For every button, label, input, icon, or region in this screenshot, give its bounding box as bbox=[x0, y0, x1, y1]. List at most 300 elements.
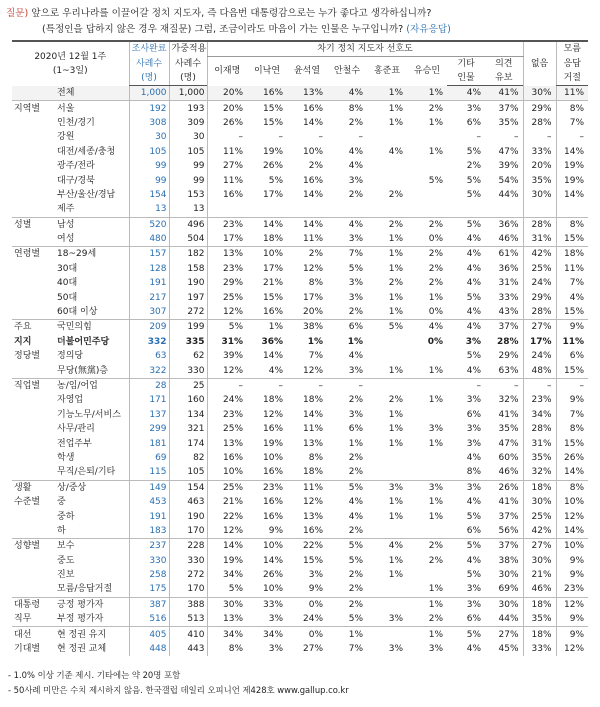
value-cell: 2% bbox=[407, 247, 447, 262]
weighted-count-cell: 82 bbox=[169, 451, 207, 465]
value-cell: 1% bbox=[367, 86, 407, 101]
cand-3: 윤석열 bbox=[287, 57, 327, 86]
value-cell bbox=[367, 465, 407, 480]
done-count-cell: 63 bbox=[129, 349, 169, 363]
value-cell: 15% bbox=[556, 232, 588, 247]
table-row bbox=[12, 349, 588, 363]
value-cell: – bbox=[556, 378, 588, 393]
value-cell: 6% bbox=[556, 349, 588, 363]
value-cell: 2% bbox=[466, 161, 482, 172]
value-cell: 3% bbox=[466, 395, 482, 406]
weighted-count-cell: 158 bbox=[169, 262, 207, 276]
done-count-cell: 330 bbox=[129, 554, 169, 568]
value-cell: 7% bbox=[556, 408, 588, 422]
value-cell: 23% bbox=[207, 217, 247, 232]
value-cell: 1% bbox=[428, 438, 444, 449]
value-cell: 0% bbox=[428, 234, 444, 245]
value-cell: 27% bbox=[523, 539, 556, 554]
value-cell: 1% bbox=[428, 146, 444, 157]
value-cell: 4% bbox=[348, 146, 364, 157]
value-cell: 16% bbox=[303, 525, 324, 536]
cand-1: 이재명 bbox=[207, 57, 247, 86]
table-row bbox=[12, 173, 588, 187]
table-row bbox=[12, 290, 588, 304]
value-cell: 1% bbox=[388, 365, 404, 376]
value-cell: 15% bbox=[303, 555, 324, 566]
value-cell: 9% bbox=[268, 525, 284, 536]
value-cell: 23% bbox=[556, 582, 588, 597]
value-cell bbox=[367, 159, 407, 173]
value-cell: 28% bbox=[523, 217, 556, 232]
row-subgroup-label: 60대 이상 bbox=[57, 307, 98, 318]
footnotes bbox=[8, 668, 349, 698]
value-cell: 21% bbox=[523, 568, 556, 582]
table-row bbox=[12, 480, 588, 495]
value-cell: 14% bbox=[207, 539, 247, 554]
value-cell: 15% bbox=[263, 292, 284, 303]
value-cell bbox=[367, 130, 407, 144]
value-cell: 5% bbox=[447, 217, 485, 232]
value-cell: 19% bbox=[207, 554, 247, 568]
value-cell: 29% bbox=[523, 101, 556, 116]
value-cell: 3% bbox=[428, 424, 444, 435]
done-count-cell: 307 bbox=[129, 305, 169, 320]
row-subgroup-label: 강원 bbox=[57, 132, 75, 143]
value-cell: – bbox=[447, 378, 485, 393]
row-group-label bbox=[12, 202, 53, 217]
value-cell: 5% bbox=[207, 582, 247, 597]
value-cell: 5% bbox=[466, 292, 482, 303]
value-cell: 4% bbox=[466, 497, 482, 508]
value-cell: 4% bbox=[447, 320, 485, 335]
table-row bbox=[12, 465, 588, 480]
value-cell: 0% bbox=[428, 307, 444, 318]
value-cell: 5% bbox=[367, 320, 407, 335]
value-cell bbox=[523, 202, 556, 217]
table-row bbox=[12, 247, 588, 262]
row-subgroup-label: 모름/응답거절 bbox=[57, 584, 113, 595]
value-cell: 9% bbox=[556, 627, 588, 642]
weighted-count-cell: 190 bbox=[169, 509, 207, 523]
value-cell: 31% bbox=[523, 436, 556, 450]
value-cell: 29% bbox=[207, 276, 247, 290]
value-cell: – bbox=[207, 130, 247, 144]
value-cell: 25% bbox=[207, 290, 247, 304]
value-cell: 10% bbox=[247, 539, 287, 554]
value-cell: 14% bbox=[303, 189, 324, 200]
value-cell: 3% bbox=[466, 584, 482, 595]
table-row bbox=[12, 451, 588, 465]
weighted-count-cell: 309 bbox=[169, 116, 207, 130]
value-cell: 1% bbox=[388, 497, 404, 508]
row-subgroup-label: 하 bbox=[57, 525, 66, 536]
period-header: 2020년 12월 1주 (1~3일) bbox=[12, 41, 129, 86]
value-cell: 13% bbox=[287, 86, 327, 101]
value-cell: 4% bbox=[327, 217, 367, 232]
weighted-count-cell: 410 bbox=[169, 627, 207, 642]
value-cell: 15% bbox=[556, 436, 588, 450]
value-cell: 18% bbox=[523, 597, 556, 612]
done-count-cell: 149 bbox=[129, 480, 169, 495]
value-cell: 1% bbox=[388, 409, 404, 420]
value-cell: 0% bbox=[287, 627, 327, 642]
table-row bbox=[12, 305, 588, 320]
table-row bbox=[12, 217, 588, 232]
table-row bbox=[12, 612, 588, 627]
value-cell: 28% bbox=[523, 422, 556, 436]
value-cell: 3% bbox=[428, 644, 444, 655]
table-row bbox=[12, 509, 588, 523]
value-cell: 2% bbox=[327, 597, 367, 612]
value-cell: 17% bbox=[263, 263, 284, 274]
value-cell: 5% bbox=[466, 570, 482, 581]
done-count-cell: 69 bbox=[129, 451, 169, 465]
row-group-label bbox=[12, 290, 53, 304]
row-group-label bbox=[12, 276, 53, 290]
value-cell: 9% bbox=[556, 568, 588, 582]
row-group-label bbox=[12, 393, 53, 407]
value-cell: 11% bbox=[207, 145, 247, 159]
done-count-cell: 13 bbox=[129, 202, 169, 217]
table-row bbox=[12, 393, 588, 407]
value-cell: 26% bbox=[263, 570, 284, 581]
row-subgroup-label: 농/임/어업 bbox=[53, 378, 129, 393]
done-count-cell: 99 bbox=[129, 173, 169, 187]
value-cell: 2% bbox=[407, 539, 447, 554]
value-cell: 2% bbox=[388, 189, 404, 200]
value-cell: 3% bbox=[308, 570, 324, 581]
value-cell: 28% bbox=[497, 336, 519, 347]
value-cell: 47% bbox=[498, 438, 519, 449]
value-cell: 25% bbox=[523, 262, 556, 276]
value-cell: – bbox=[485, 378, 523, 393]
value-cell: 8% bbox=[466, 467, 482, 478]
row-group-label: 성별 bbox=[12, 217, 53, 232]
value-cell: 5% bbox=[327, 539, 367, 554]
weighted-count-cell: 193 bbox=[169, 101, 207, 116]
value-cell: 14% bbox=[556, 465, 588, 480]
value-cell bbox=[407, 130, 447, 144]
question-tag: (자유응답) bbox=[406, 24, 451, 35]
value-cell: 14% bbox=[263, 351, 284, 362]
value-cell: 8% bbox=[556, 217, 588, 232]
done-count-cell: 128 bbox=[129, 262, 169, 276]
value-cell: 12% bbox=[556, 597, 588, 612]
row-subgroup-label: 40대 bbox=[57, 278, 78, 289]
row-subgroup-label: 사무/관리 bbox=[57, 424, 95, 435]
value-cell: 8% bbox=[308, 452, 324, 463]
table-row bbox=[12, 335, 588, 349]
value-cell: 14% bbox=[247, 217, 287, 232]
value-cell: 30% bbox=[523, 188, 556, 202]
table-row bbox=[12, 524, 588, 539]
table-row bbox=[12, 642, 588, 656]
row-group-label: 성향별 bbox=[12, 539, 53, 554]
value-cell: 19% bbox=[556, 159, 588, 173]
value-cell bbox=[407, 568, 447, 582]
value-cell: 42% bbox=[523, 524, 556, 539]
row-subgroup-label: 더불어민주당 bbox=[57, 336, 110, 347]
row-subgroup-label: 정의당 bbox=[57, 351, 84, 362]
row-group-label bbox=[12, 305, 53, 320]
done-count-cell: 191 bbox=[129, 276, 169, 290]
row-group-label bbox=[12, 188, 53, 202]
done-count-cell: 387 bbox=[129, 597, 169, 612]
row-subgroup-label: 남성 bbox=[53, 217, 129, 232]
value-cell bbox=[367, 524, 407, 539]
value-cell: 33% bbox=[523, 642, 556, 656]
value-cell: 28% bbox=[523, 116, 556, 130]
value-cell: 1% bbox=[428, 511, 444, 522]
value-cell: 35% bbox=[523, 173, 556, 187]
value-cell: 3% bbox=[268, 614, 284, 625]
value-cell: 4% bbox=[466, 234, 482, 245]
row-subgroup-label: 인천/경기 bbox=[57, 117, 95, 128]
value-cell: 4% bbox=[327, 86, 367, 101]
value-cell: 30% bbox=[207, 597, 247, 612]
table-row bbox=[12, 495, 588, 509]
survey-table: 2020년 12월 1주 (1~3일) 조사완료 가중적용 차기 정치 지도자 선호도 없음 모름 사례수 사례수 이재명 이낙연 윤석열 안철수 홍준표 유승민 기타 의견 응답 (명) (명) 인물 유보 거절 전체 1,000 1,000 20% 16% 13% 4% 1% 1% 4% 41% 30% 11% 지역별 서울 192 193 20% 15% 16% 8% 1% 2% 3% 37% 29% 8% 인천/경기 308 309 26% 15% 14% 2% 1% 1% 6% 35% 28% 7% 강원 30 30 – – – – – – – – 대전/세종/충청 105 105 11% 19% 10% 4% 4% 1% 5% 47% 33% 14% 광주/전라 99 99 27% 26% 2% 4% 2% 39% 20% 19% 대구/경북 99 99 11% 5% 16% 3% 5% 5% 54% 35% 19% 부산/울산/경남 154 153 16% 17% 14% 2% 2% 5% 44% 30% 14% 제주 13 13 성별 남성 520 496 23% 14% 14% 4% 2% 2% 5% 36% 28% 8% 여성 480 504 17% 18% 11% 3% 1% 0% 4% 46% 31% 15% 연령별 18~29세 157 182 13% 10% 2% 7% 1% 2% 4% 61% 42% 18% 30대 128 158 23% 17% 12% 5% 1% 2% 4% 36% 25% 11% 40대 191 190 29% 21% 8% 3% 2% 2% 4% 31% 24% 7% 50대 217 197 25% 15% 17% 3% 1% 1% 5% 33% 29% 4% 60대 이상 307 272 12% 16% 20% 2% 1% 0% 4% 43% 28% 15% 주요 국민의힘 209 199 5% 1% 38% 6% 5% 4% 4% 37% 27% 9% 지지 더불어민주당 332 335 31% 36% 1% 1% 0% 3% 28% 17% 11% 정당별 정의당 63 62 39% 14% 7% 4% 5% 29% 24% 6% 무당(無黨)층 322 330 12% 4% 12% 3% 1% 1% 4% 63% 48% 15% 직업별 농/임/어업 28 25 – – – – – – – – 자영업 171 160 24% 18% 18% 2% 2% 1% 3% 32% 23% 9% 기능노무/서비스 137 134 23% 12% 14% 3% 1% 6% 41% 34% 7% 사무/관리 299 321 25% 16% 11% 6% 1% 3% 3% 35% 28% 8% 전업주부 181 174 13% 19% 13% 1% 1% 1% 3% 47% 31% 15% 학생 69 82 16% 10% 8% 2% 4% 60% 35% 26% 무직/은퇴/기타 115 105 10% 16% 18% 2% 8% 46% 32% 14% 생활 상/중상 149 154 25% 23% 11% 5% 3% 3% 3% 26% 18% 8% 수준별 중 453 463 21% 16% 12% 4% 1% 1% 4% 41% 30% 10% 중하 191 190 22% 16% 13% 4% 1% 1% 5% 37% 25% 12% 하 183 170 12% 9% 16% 2% 6% 56% 42% 14% 성향별 보수 237 228 14% 10% 22% 5% 4% 2% 5% 37% 27% 10% 중도 330 330 19% 14% 15% 5% 1% 2% 4% 38% 30% 9% 진보 258 272 34% 26% 3% 2% 1% 5% 30% 21% 9% 모름/응답거절 175 170 5% 10% 9% 2% 1% 3% 69% 46% 23% 대통령 긍정 평가자 387 388 30% 33% 0% 2% 1% 3% 30% 18% 12% 직무 부정 평가자 516 513 13% 3% 24% 5% 3% 2% 6% 44% 35% 9% 대선 현 정권 유지 405 410 34% 34% 0% 1% 1% 5% 27% 18% 9% 기대별 현 정권 교체 448 443 8% 3% 27% 7% 3% 3% 4% 45% 33% 12% bbox=[12, 40, 588, 656]
row-subgroup-label: 현 정권 교체 bbox=[57, 644, 107, 655]
row-group-label bbox=[12, 130, 53, 144]
value-cell bbox=[407, 465, 447, 480]
value-cell: 1% bbox=[388, 307, 404, 318]
row-subgroup-label: 자영업 bbox=[57, 395, 84, 406]
value-cell: 12% bbox=[303, 497, 324, 508]
value-cell: 31% bbox=[207, 335, 247, 349]
value-cell: 30% bbox=[498, 570, 519, 581]
value-cell: 0% bbox=[287, 597, 327, 612]
weighted-count-cell: 272 bbox=[169, 568, 207, 582]
row-group-label: 지지 bbox=[14, 336, 32, 347]
value-cell: 10% bbox=[263, 584, 284, 595]
value-cell: 15% bbox=[556, 363, 588, 378]
value-cell: 18% bbox=[263, 234, 284, 245]
value-cell: 4% bbox=[447, 247, 485, 262]
value-cell: 10% bbox=[207, 465, 247, 480]
value-cell: 35% bbox=[498, 424, 519, 435]
row-group-label bbox=[12, 509, 53, 523]
row-subgroup-label: 30대 bbox=[57, 263, 78, 274]
value-cell: 46% bbox=[498, 234, 519, 245]
value-cell: 8% bbox=[207, 642, 247, 656]
question-label: 질문) bbox=[6, 8, 29, 19]
value-cell: 2% bbox=[348, 307, 364, 318]
value-cell: 9% bbox=[556, 554, 588, 568]
value-cell: 1% bbox=[348, 438, 364, 449]
value-cell bbox=[407, 524, 447, 539]
value-cell: 44% bbox=[498, 614, 519, 625]
value-cell: 24% bbox=[523, 349, 556, 363]
value-cell: 60% bbox=[498, 452, 519, 463]
value-cell: 39% bbox=[207, 349, 247, 363]
value-cell: 12% bbox=[556, 642, 588, 656]
value-cell bbox=[407, 202, 447, 217]
value-cell: 31% bbox=[498, 278, 519, 289]
value-cell: 7% bbox=[556, 276, 588, 290]
row-group-label bbox=[12, 408, 53, 422]
value-cell: – bbox=[358, 132, 364, 143]
row-subgroup-label: 학생 bbox=[57, 452, 75, 463]
row-group-label: 대통령 bbox=[12, 597, 53, 612]
value-cell bbox=[407, 349, 447, 363]
value-cell: 1% bbox=[428, 395, 444, 406]
value-cell: 11% bbox=[303, 424, 324, 435]
row-group-label bbox=[12, 363, 53, 378]
value-cell: 16% bbox=[207, 451, 247, 465]
done-count-cell: 209 bbox=[129, 320, 169, 335]
value-cell: 29% bbox=[498, 351, 519, 362]
value-cell: 7% bbox=[348, 644, 364, 655]
value-cell: – bbox=[247, 378, 287, 393]
row-group-label bbox=[12, 116, 53, 130]
value-cell: 1% bbox=[327, 627, 367, 642]
value-cell: 0% bbox=[427, 336, 444, 347]
weighted-count-cell: 154 bbox=[169, 480, 207, 495]
value-cell: 16% bbox=[287, 101, 327, 116]
row-group-label bbox=[12, 86, 53, 101]
done-count-cell: 28 bbox=[129, 378, 169, 393]
done-count-cell: 157 bbox=[129, 247, 169, 262]
weighted-count-cell: 1,000 bbox=[169, 86, 207, 101]
value-cell: 1% bbox=[388, 292, 404, 303]
value-cell: 16% bbox=[263, 307, 284, 318]
value-cell: 20% bbox=[207, 86, 247, 101]
value-cell: 19% bbox=[556, 173, 588, 187]
done-count-cell: 1,000 bbox=[129, 86, 169, 101]
value-cell: 23% bbox=[247, 480, 287, 495]
value-cell: 56% bbox=[498, 525, 519, 536]
cand-2: 이낙연 bbox=[247, 57, 287, 86]
value-cell: 2% bbox=[367, 217, 407, 232]
weighted-count-cell: 174 bbox=[169, 436, 207, 450]
value-cell bbox=[447, 202, 485, 217]
value-cell bbox=[407, 188, 447, 202]
table-row bbox=[12, 554, 588, 568]
row-subgroup-label: 중하 bbox=[57, 511, 75, 522]
value-cell: 22% bbox=[207, 509, 247, 523]
value-cell: 27% bbox=[207, 159, 247, 173]
done-count-cell: 516 bbox=[129, 612, 169, 627]
weighted-count-cell: 170 bbox=[169, 582, 207, 597]
value-cell: – bbox=[287, 378, 327, 393]
value-cell: 4% bbox=[466, 278, 482, 289]
table-row bbox=[12, 232, 588, 247]
row-group-label bbox=[12, 465, 53, 480]
value-cell: 10% bbox=[263, 452, 284, 463]
row-subgroup-label: 서울 bbox=[53, 101, 129, 116]
value-cell: 18% bbox=[523, 627, 556, 642]
value-cell: 3% bbox=[466, 438, 482, 449]
done-count-cell: 480 bbox=[129, 232, 169, 247]
value-cell: 10% bbox=[556, 495, 588, 509]
value-cell: 36% bbox=[261, 336, 284, 347]
row-subgroup-label: 중도 bbox=[57, 555, 75, 566]
value-cell: 1% bbox=[388, 570, 404, 581]
value-cell bbox=[367, 597, 407, 612]
value-cell: 45% bbox=[498, 644, 519, 655]
value-cell: 15% bbox=[247, 101, 287, 116]
done-count-cell: 332 bbox=[129, 335, 169, 349]
value-cell: 1% bbox=[388, 117, 404, 128]
value-cell: 4% bbox=[348, 351, 364, 362]
value-cell: 18% bbox=[303, 395, 324, 406]
value-cell: 3% bbox=[348, 292, 364, 303]
value-cell: 9% bbox=[556, 393, 588, 407]
value-cell: 3% bbox=[466, 424, 482, 435]
value-cell: 12% bbox=[207, 305, 247, 320]
value-cell: 12% bbox=[207, 524, 247, 539]
row-subgroup-label: 국민의힘 bbox=[53, 320, 129, 335]
value-cell: 3% bbox=[367, 480, 407, 495]
value-cell: 18% bbox=[523, 480, 556, 495]
done-count-cell: 448 bbox=[129, 642, 169, 656]
value-cell: 17% bbox=[303, 292, 324, 303]
value-cell: 12% bbox=[207, 363, 247, 378]
value-cell: 3% bbox=[348, 175, 364, 186]
value-cell: 34% bbox=[207, 627, 247, 642]
weighted-count-cell: 182 bbox=[169, 247, 207, 262]
row-subgroup-label: 부산/울산/경남 bbox=[57, 189, 116, 200]
value-cell: 16% bbox=[303, 175, 324, 186]
value-cell: 10% bbox=[556, 539, 588, 554]
value-cell: 3% bbox=[447, 597, 485, 612]
value-cell: 1% bbox=[388, 438, 404, 449]
value-cell: 27% bbox=[303, 644, 324, 655]
value-cell: 32% bbox=[498, 395, 519, 406]
done-count-cell: 175 bbox=[129, 582, 169, 597]
value-cell: 5% bbox=[348, 555, 364, 566]
value-cell: – bbox=[318, 132, 324, 143]
weighted-count-cell: 463 bbox=[169, 495, 207, 509]
value-cell: 33% bbox=[523, 145, 556, 159]
value-cell: 7% bbox=[556, 116, 588, 130]
value-cell: 5% bbox=[348, 263, 364, 274]
row-subgroup-label: 현 정권 유지 bbox=[53, 627, 129, 642]
group-title: 차기 정치 지도자 선호도 bbox=[207, 41, 523, 57]
value-cell: 7% bbox=[327, 247, 367, 262]
table-row bbox=[12, 408, 588, 422]
row-subgroup-label: 부정 평가자 bbox=[57, 614, 104, 625]
refuse-header-1: 모름 bbox=[556, 41, 588, 57]
table-row bbox=[12, 116, 588, 130]
value-cell: 26% bbox=[207, 116, 247, 130]
value-cell: 5% bbox=[447, 627, 485, 642]
value-cell: 5% bbox=[268, 175, 284, 186]
row-subgroup-label: 50대 bbox=[57, 292, 78, 303]
table-row bbox=[12, 320, 588, 335]
value-cell: 30% bbox=[523, 495, 556, 509]
value-cell: 26% bbox=[485, 480, 523, 495]
value-cell: 1% bbox=[307, 336, 324, 347]
value-cell: 16% bbox=[263, 511, 284, 522]
value-cell: 4% bbox=[268, 365, 284, 376]
weighted-count-cell: 105 bbox=[169, 465, 207, 480]
row-group-label: 기대별 bbox=[14, 644, 41, 655]
value-cell: 4% bbox=[466, 555, 482, 566]
weighted-count-cell: 330 bbox=[169, 554, 207, 568]
value-cell: 9% bbox=[556, 320, 588, 335]
row-group-label: 연령별 bbox=[12, 247, 53, 262]
value-cell: 5% bbox=[466, 189, 482, 200]
value-cell: 5% bbox=[327, 480, 367, 495]
etc-header: 기타 bbox=[447, 57, 485, 72]
value-cell: 33% bbox=[498, 292, 519, 303]
value-cell: 1% bbox=[388, 555, 404, 566]
value-cell: 47% bbox=[498, 146, 519, 157]
row-subgroup-label: 상/중상 bbox=[53, 480, 129, 495]
table-body bbox=[12, 86, 588, 657]
